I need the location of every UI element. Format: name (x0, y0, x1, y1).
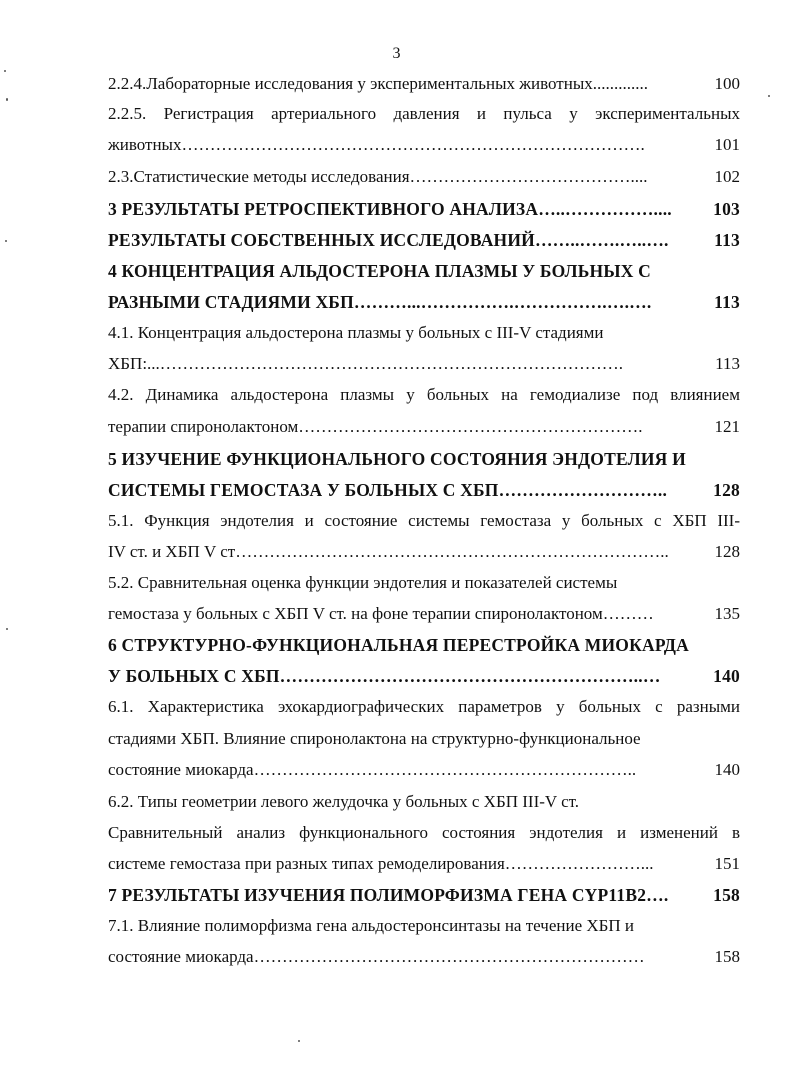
toc-line: стадиями ХБП. Влияние спиронолактона на структурно-функциональное (108, 729, 641, 748)
toc-line: терапии спиронолактоном ……………………………………………………. 121 (108, 417, 740, 436)
toc-line: гемостаза у больных с ХБП V ст. на фоне терапии спиронолактоном ……… 135 (108, 604, 740, 623)
toc-line: 7 РЕЗУЛЬТАТЫ ИЗУЧЕНИЯ ПОЛИМОРФИЗМА ГЕНА CYP11B2 …. 158 (108, 885, 740, 905)
toc-line: 6 СТРУКТУРНО-ФУНКЦИОНАЛЬНАЯ ПЕРЕСТРОЙКА МИОКАРДА (108, 635, 689, 655)
scan-speck (6, 98, 8, 101)
toc-line: животных ………………………………………………………………………. 101 (108, 135, 740, 154)
toc-line: 2.2.5. Регистрация артериального давления и пульса у экспериментальных (108, 104, 740, 123)
toc-line: РАЗНЫМИ СТАДИЯМИ ХБП ………...…………….…………….….…. 113 (108, 292, 740, 312)
toc-line: СИСТЕМЫ ГЕМОСТАЗА У БОЛЬНЫХ С ХБП ……………………….. 128 (108, 480, 740, 500)
toc-line: состояние миокарда …………………………………………………………… 158 (108, 947, 740, 966)
toc-line: 6.2. Типы геометрии левого желудочка у больных с ХБП III-V ст. (108, 792, 580, 811)
toc-line: 4 КОНЦЕНТРАЦИЯ АЛЬДОСТЕРОНА ПЛАЗМЫ У БОЛЬНЫХ С (108, 261, 651, 281)
toc-line: системе гемостаза при разных типах ремоделирования ……………………... 151 (108, 854, 740, 873)
toc-line: 3 РЕЗУЛЬТАТЫ РЕТРОСПЕКТИВНОГО АНАЛИЗА …..…………….... 103 (108, 199, 740, 219)
toc-line: 2.2.4.Лабораторные исследования у экспериментальных животных ............. 100 (108, 74, 740, 93)
toc-line: 6.1. Характеристика эхокардиографических параметров у больных с разными (108, 697, 740, 716)
toc-line: 7.1. Влияние полиморфизма гена альдостеронсинтазы на течение ХБП и (108, 916, 635, 935)
toc-line: ХБП: ...………………………………………………………………………. 113 (108, 354, 740, 373)
scan-speck (768, 95, 770, 97)
toc-line: 4.1. Концентрация альдостерона плазмы у больных с III-V стадиями (108, 323, 604, 342)
scan-speck (4, 70, 6, 72)
scan-speck (5, 240, 7, 242)
toc-line: Сравнительный анализ функционального состояния эндотелия и изменений в (108, 823, 740, 842)
scan-speck (6, 628, 8, 630)
page-number: 3 (392, 45, 401, 62)
toc-line: 5.2. Сравнительная оценка функции эндотелия и показателей системы (108, 573, 618, 592)
toc-line: 2.3.Статистические методы исследования ………………………………….... 102 (108, 167, 740, 186)
toc-line: 5 ИЗУЧЕНИЕ ФУНКЦИОНАЛЬНОГО СОСТОЯНИЯ ЭНДОТЕЛИЯ И (108, 449, 686, 469)
scan-speck (298, 1040, 300, 1042)
toc-line: IV ст. и ХБП V ст ………………………………………………………………….. 128 (108, 542, 740, 561)
toc-line: 4.2. Динамика альдостерона плазмы у больных на гемодиализе под влиянием (108, 385, 740, 404)
toc-line: состояние миокарда ………………………………………………………….. 140 (108, 760, 740, 779)
toc-line: 5.1. Функция эндотелия и состояние системы гемостаза у больных с ХБП III- (108, 511, 740, 530)
toc-line: У БОЛЬНЫХ С ХБП ……………………………………………………..… 140 (108, 666, 740, 686)
toc-line: РЕЗУЛЬТАТЫ СОБСТВЕННЫХ ИССЛЕДОВАНИЙ ……..…….…..…. 113 (108, 230, 740, 250)
